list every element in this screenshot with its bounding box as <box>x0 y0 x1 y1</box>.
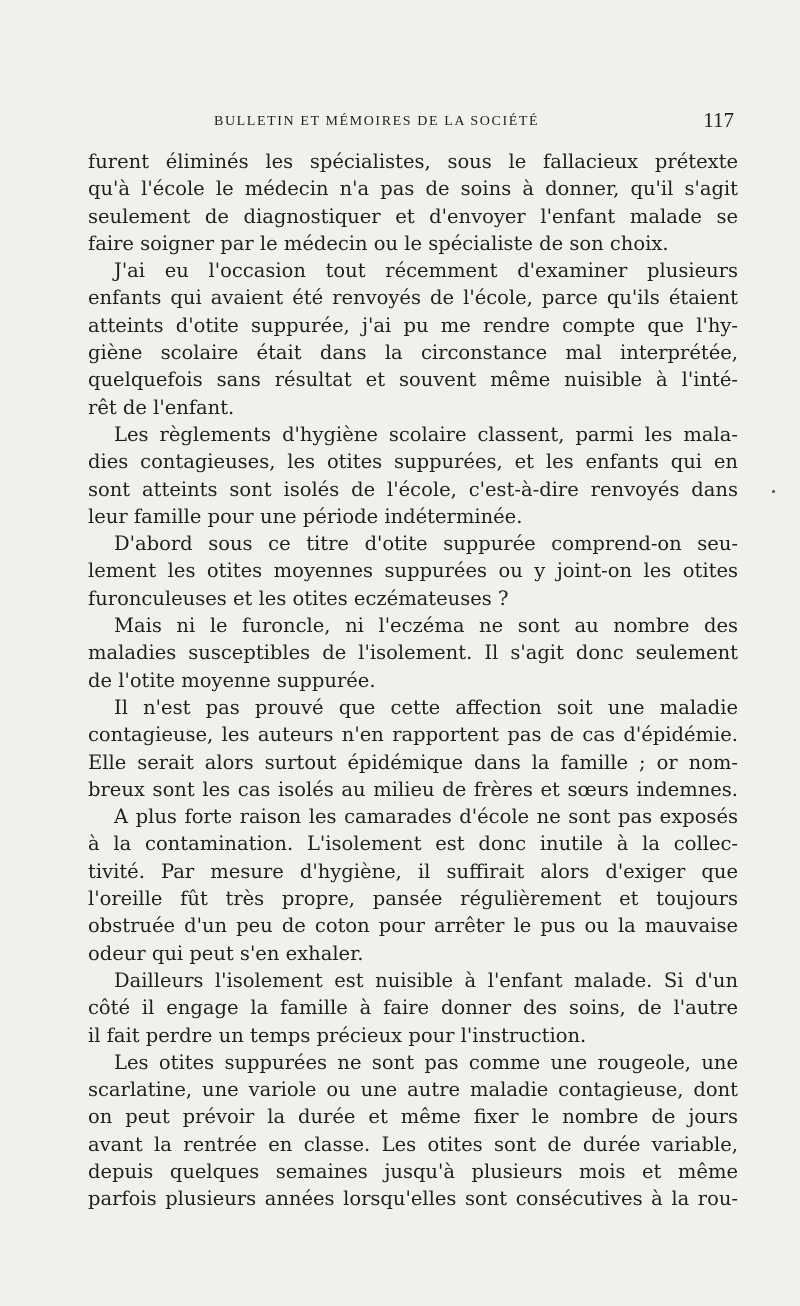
text-line: à la contamination. L'isolement est donc inutile à la collec- <box>88 832 738 856</box>
text-line: seulement de diagnostiquer et d'envoyer l'enfant malade se <box>88 204 738 228</box>
text-line: atteints d'otite suppurée, j'ai pu me rendre compte que l'hy- <box>88 313 738 337</box>
page-header <box>88 108 738 138</box>
margin-speck <box>772 490 775 493</box>
text-line: scarlatine, une variole ou une autre maladie contagieuse, dont <box>88 1078 738 1102</box>
text-line: Les otites suppurées ne sont pas comme une rougeole, une <box>114 1050 738 1074</box>
text-line: furent éliminés les spécialistes, sous le fallacieux prétexte <box>88 150 738 173</box>
text-line: quelquefois sans résultat et souvent même nuisible à l'inté- <box>88 368 738 392</box>
text-line: J'ai eu l'occasion tout récemment d'examiner plusieurs <box>114 259 738 283</box>
text-line: contagieuse, les auteurs n'en rapportent pas de cas d'épidémie. <box>88 723 738 747</box>
text-line: dies contagieuses, les otites suppurées, et les enfants qui en <box>88 450 738 474</box>
text-line: de l'otite moyenne suppurée. <box>88 668 376 692</box>
text-line: sont atteints sont isolés de l'école, c'est-à-dire renvoyés dans <box>88 477 738 501</box>
text-line: breux sont les cas isolés au milieu de frères et sœurs indemnes. <box>88 777 738 801</box>
text-line: depuis quelques semaines jusqu'à plusieurs mois et même <box>88 1159 738 1183</box>
text-line: furonculeuses et les otites eczémateuses ? <box>88 586 509 610</box>
text-line: Dailleurs l'isolement est nuisible à l'enfant malade. Si d'un <box>114 968 738 992</box>
text-line: rêt de l'enfant. <box>88 395 235 419</box>
text-line: qu'à l'école le médecin n'a pas de soins à donner, qu'il s'agit <box>88 177 738 201</box>
text-line: odeur qui peut s'en exhaler. <box>88 941 364 965</box>
text-line: côté il engage la famille à faire donner des soins, de l'autre <box>88 996 738 1020</box>
text-line: lement les otites moyennes suppurées ou y joint-on les otites <box>88 559 738 583</box>
text-line: A plus forte raison les camarades d'école ne sont pas exposés <box>114 805 738 829</box>
text-line: parfois plusieurs années lorsqu'elles sont consécutives à la rou- <box>88 1187 738 1211</box>
text-line: faire soigner par le médecin ou le spécialiste de son choix. <box>88 231 669 255</box>
text-line: Mais ni le furoncle, ni l'eczéma ne sont au nombre des <box>114 614 738 638</box>
running-head: BULLETIN ET MÉMOIRES DE LA SOCIÉTÉ <box>214 114 540 129</box>
text-line: avant la rentrée en classe. Les otites sont de durée variable, <box>88 1132 738 1156</box>
text-line: giène scolaire était dans la circonstance mal interprétée, <box>88 341 738 365</box>
text-line: tivité. Par mesure d'hygiène, il suffirait alors d'exiger que <box>88 859 738 883</box>
text-line: maladies susceptibles de l'isolement. Il s'agit donc seulement <box>88 641 738 665</box>
text-line: leur famille pour une période indéterminée. <box>88 504 523 528</box>
text-line: l'oreille fût très propre, pansée régulièrement et toujours <box>88 887 738 911</box>
text-line: Il n'est pas prouvé que cette affection soit une maladie <box>114 695 738 719</box>
text-line: on peut prévoir la durée et même fixer le nombre de jours <box>88 1105 738 1129</box>
text-line: enfants qui avaient été renvoyés de l'école, parce qu'ils étaient <box>88 286 738 310</box>
body-text <box>88 148 738 1213</box>
text-line: il fait perdre un temps précieux pour l'instruction. <box>88 1023 587 1047</box>
text-line: D'abord sous ce titre d'otite suppurée comprend-on seu- <box>114 532 738 556</box>
text-line: Elle serait alors surtout épidémique dans la famille ; or nom- <box>88 750 738 774</box>
text-line: obstruée d'un peu de coton pour arrêter le pus ou la mauvaise <box>88 914 738 938</box>
text-line: Les règlements d'hygiène scolaire classent, parmi les mala- <box>114 422 738 446</box>
page-number: 117 <box>703 108 734 132</box>
